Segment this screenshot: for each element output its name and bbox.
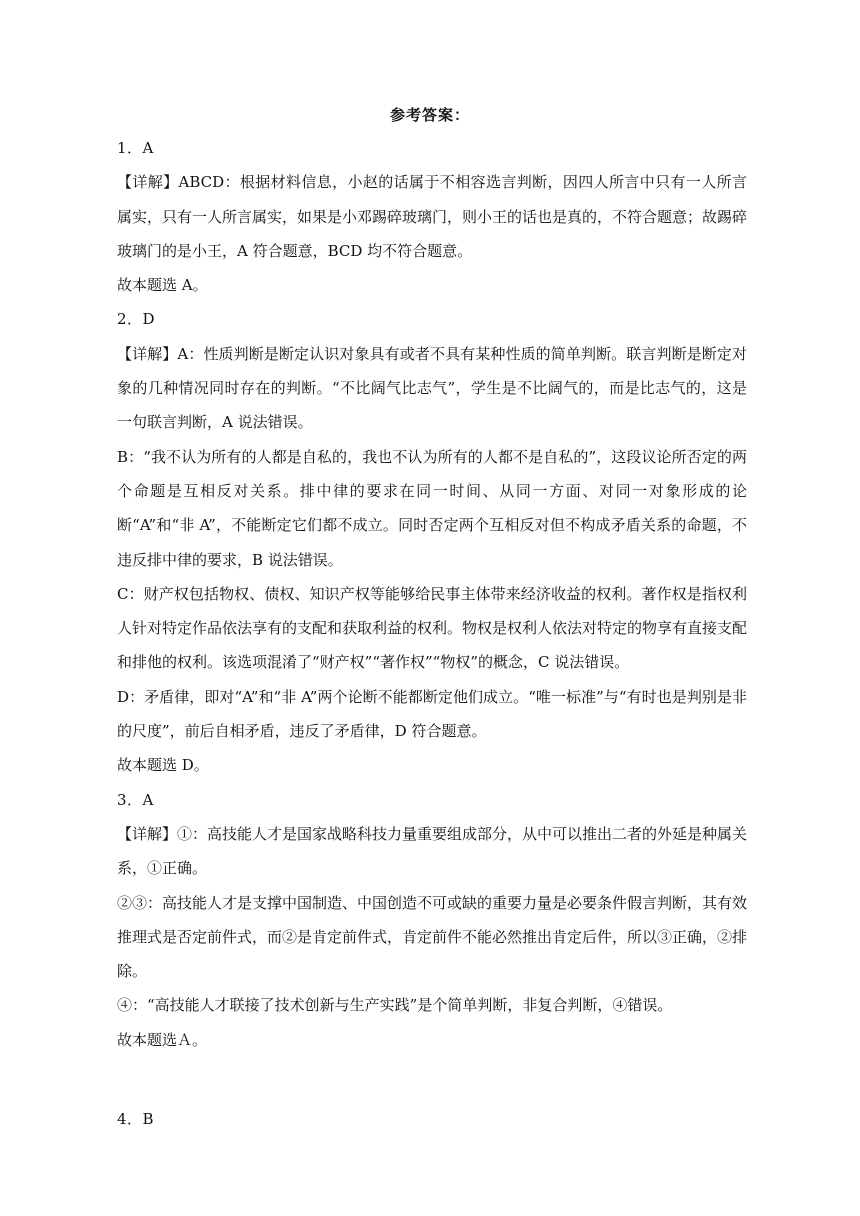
answer-content [117,131,747,1136]
answer-paragraph: 【详解】A：性质判断是断定认识对象具有或者不具有某种性质的简单判断。联言判断是断定对象的几种情况同时存在的判断。“不比阔气比志气”，学生是不比阔气的，而是比志气的，这是一句联言判断，A 说法错误。 [117,344,747,432]
answer-paragraph: ②③：高技能人才是支撑中国制造、中国创造不可或缺的重要力量是必要条件假言判断，其有效推理式是否定前件式，而②是肯定前件式，肯定前件不能必然推出肯定后件，所以③正确，②排除。 [117,893,748,981]
answer-paragraph: C：财产权包括物权、债权、知识产权等能够给民事主体带来经济收益的权利。著作权是指权利人针对特定作品依法享有的支配和获取利益的权利。物权是权利人依法对特定的物享有直接支配和排他的权利。该选项混淆了“财产权”“著作权”“物权”的概念，C 说法错误。 [117,584,748,672]
answer-paragraph: ④：“高技能人才联接了技术创新与生产实践”是个简单判断，非复合判断，④错误。 [117,996,673,1015]
answer-paragraph: 故本题选 A。 [117,276,208,295]
answer-paragraph: 【详解】①：高技能人才是国家战略科技力量重要组成部分，从中可以推出二者的外延是种属关系，①正确。 [117,824,748,878]
question-number: 4．B [117,1110,155,1129]
answer-paragraph: 【详解】ABCD：根据材料信息，小赵的话属于不相容选言判断，因四人所言中只有一人所言属实，只有一人所言属实，如果是小邓踢碎玻璃门，则小王的话也是真的，不符合题意；故踢碎玻璃门的是小王，A 符合题意，BCD 均不符合题意。 [117,173,748,260]
question-number: 3．A [117,790,154,809]
answer-paragraph: D：矛盾律，即对“A”和“非 A”两个论断不能都断定他们成立。“唯一标准”与“有时也是判别是非的尺度”，前后自相矛盾，违反了矛盾律，D 符合题意。 [117,687,747,741]
question-number: 1．A [117,139,154,157]
page-title: 参考答案： [389,106,470,124]
answer-paragraph: B：“我不认为所有的人都是自私的，我也不认为所有的人都不是自私的”，这段议论所否定的两个命题是互相反对关系。排中律的要求在同一时间、从同一方面、对同一对象形成的论断“A”和“非 A”，不能断定它们都不成立。同时否定两个互相反对但不构成矛盾关系的命题，不违反排中律的要求，B 说法错误。 [117,447,747,569]
answer-paragraph: 故本题选Ａ。 [117,1030,208,1049]
blank-space [117,1057,747,1102]
question-number: 2．D [117,310,156,329]
answer-paragraph: 故本题选 D。 [117,756,209,775]
